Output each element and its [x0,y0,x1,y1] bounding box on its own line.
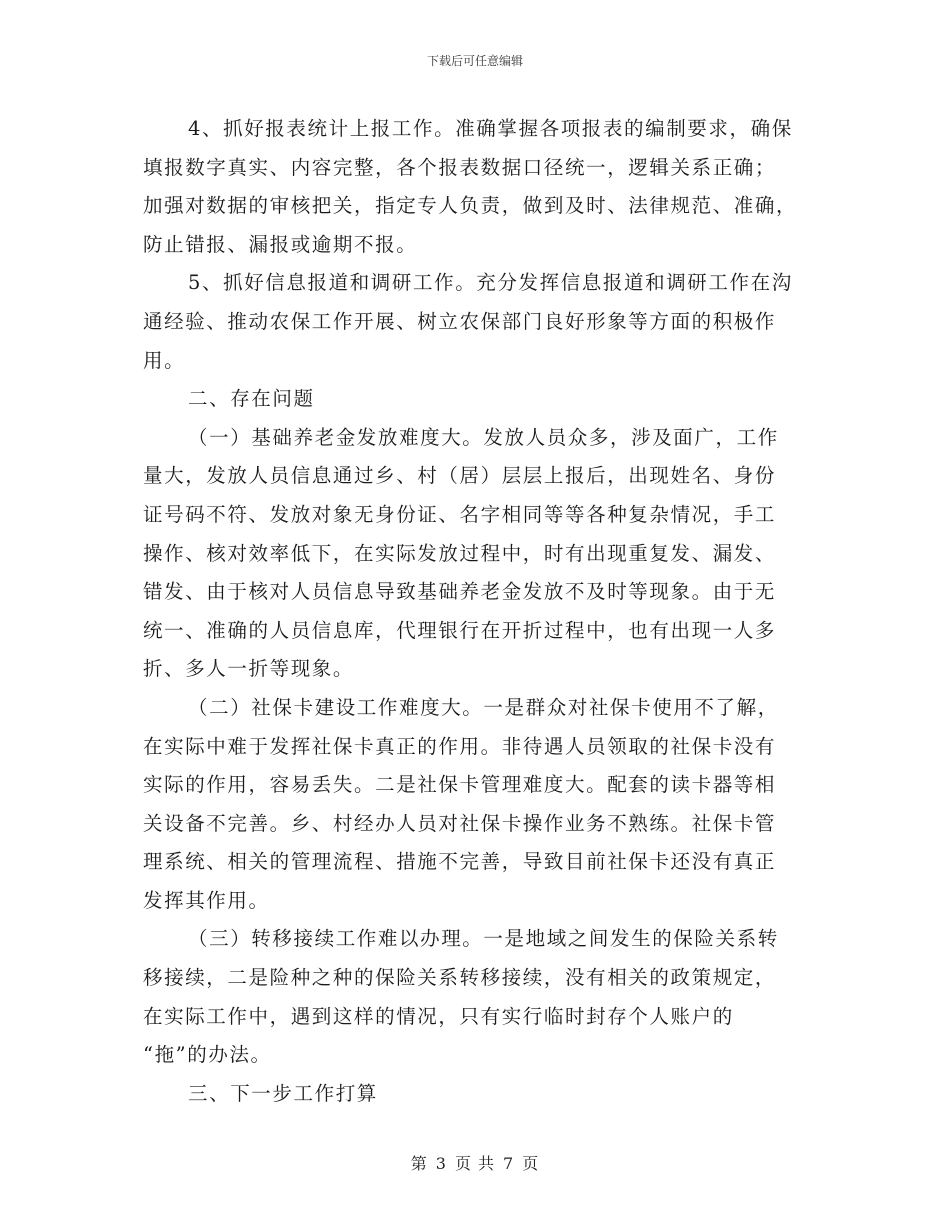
text-line: （三）转移接续工作难以办理。一是地域之间发生的保险关系转 [188,927,779,951]
text-line: （二）社保卡建设工作难度大。一是群众对社保卡使用不了解， [188,695,779,719]
text-line: 发挥其作用。 [143,888,270,912]
text-line: 理系统、相关的管理流程、措施不完善，导致目前社保卡还没有真正 [143,850,777,874]
text-line: （一）基础养老金发放难度大。发放人员众多，涉及面广，工作 [188,425,779,449]
text-line: 在实际中难于发挥社保卡真正的作用。非待遇人员领取的社保卡没有 [143,734,777,758]
paragraph-problem-2 [143,689,811,921]
text-line: 用。 [143,348,186,372]
heading-text: 三、下一步工作打算 [188,1081,378,1105]
text-line: 操作、核对效率低下，在实际发放过程中，时有出现重复发、漏发、 [143,541,777,565]
text-line: 填报数字真实、内容完整，各个报表数据口径统一，逻辑关系正确； [143,155,777,179]
text-line: 通经验、推动农保工作开展、树立农保部门良好形象等方面的积极作 [143,309,777,333]
text-line: 在实际工作中，遇到这样的情况，只有实行临时封存个人账户的 [143,1004,734,1028]
paragraph-item-4 [143,110,811,264]
total-pages-number: 7 [503,1154,515,1173]
heading-text: 二、存在问题 [188,387,315,411]
text-line: “拖”的办法。 [143,1043,272,1067]
text-line: 关设备不完善。乡、村经办人员对社保卡操作业务不熟练。社保卡管 [143,811,777,835]
document-body [143,110,811,1113]
text-line: 加强对数据的审核把关，指定专人负责，做到及时、法律规范、准确， [143,194,798,218]
text-line: 错发、由于核对人员信息导致基础养老金发放不及时等现象。由于无 [143,580,777,604]
text-line: 移接续，二是险种之种的保险关系转移接续，没有相关的政策规定， [143,966,777,990]
text-line: 实际的作用，容易丢失。二是社保卡管理难度大。配套的读卡器等相 [143,773,777,797]
section-heading-next-steps [143,1075,811,1114]
current-page-number: 3 [435,1154,447,1173]
section-heading-problems [143,380,811,419]
text-line: 5、抓好信息报道和调研工作。充分发挥信息报道和调研工作在沟 [188,271,793,295]
text-line: 统一、准确的人员信息库，代理银行在开折过程中，也有出现一人多 [143,618,777,642]
text-line: 4、抓好报表统计上报工作。准确掌握各项报表的编制要求，确保 [188,117,793,140]
paragraph-problem-3 [143,920,811,1074]
text-line: 量大，发放人员信息通过乡、村（居）层层上报后，出现姓名、身份 [143,464,777,488]
footer-prefix: 第 [410,1154,428,1173]
text-line: 防止错报、漏报或逾期不报。 [143,232,418,256]
paragraph-problem-1 [143,419,811,689]
footer-suffix: 页 [522,1154,540,1173]
text-line: 折、多人一折等现象。 [143,657,355,681]
header-note: 下载后可任意编辑 [426,54,523,68]
footer-middle: 页 共 [454,1154,496,1173]
page-footer [0,1153,950,1175]
text-line: 证号码不符、发放对象无身份证、名字相同等等各种复杂情况，手工 [143,502,777,526]
paragraph-item-5 [143,264,811,380]
